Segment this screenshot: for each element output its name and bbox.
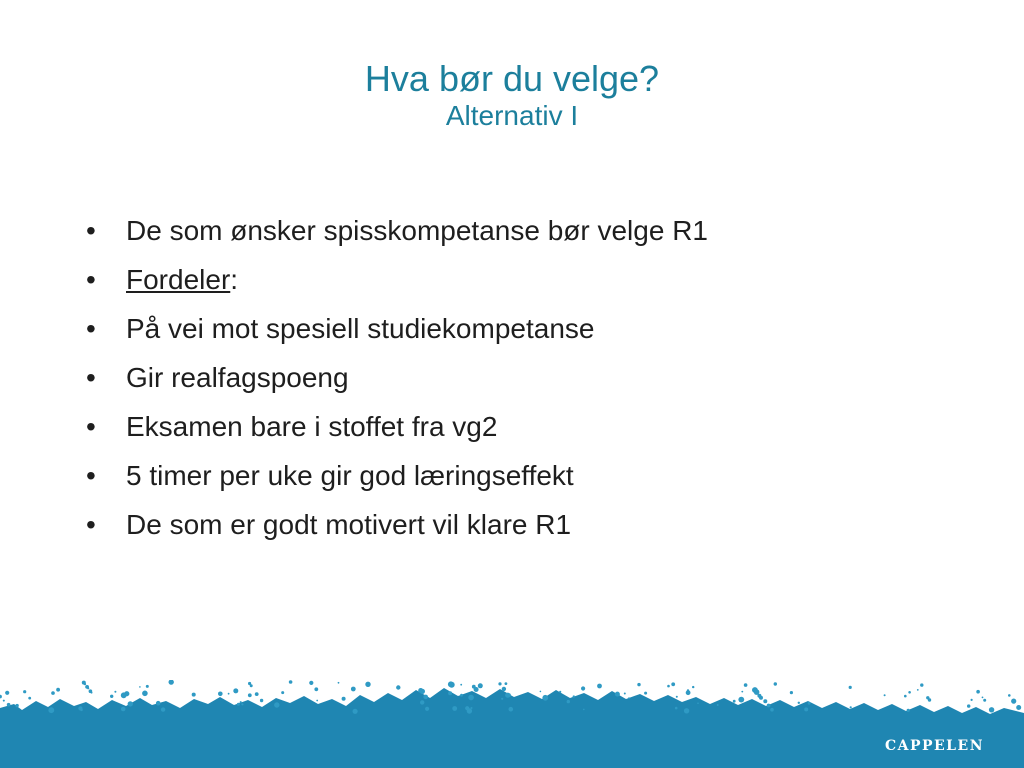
- splash-speck: [733, 700, 736, 703]
- splash-speck: [142, 691, 148, 697]
- list-item-text: Fordeler: [126, 264, 231, 295]
- splash-speck: [338, 682, 340, 684]
- splash-speck: [615, 692, 620, 697]
- splash-speck: [467, 708, 472, 713]
- splash-speck: [161, 707, 165, 711]
- list-item: [86, 208, 708, 257]
- bullet-icon: •: [86, 313, 96, 344]
- splash-speck: [353, 709, 358, 714]
- splash-speck: [365, 682, 370, 687]
- splash-speck: [804, 707, 808, 711]
- list-item-text: 5 timer per uke gir god læringseffekt: [126, 460, 574, 491]
- splash-speck: [798, 702, 800, 704]
- splash-speck: [474, 687, 479, 692]
- splash-speck: [509, 707, 514, 712]
- splash-speck: [425, 707, 429, 711]
- splash-speck: [1008, 694, 1011, 697]
- bullet-icon: •: [86, 264, 96, 295]
- splash-speck: [420, 700, 424, 704]
- splash-speck: [767, 704, 771, 708]
- splash-speck: [91, 692, 93, 694]
- splash-speck: [240, 701, 242, 703]
- splash-speck: [460, 694, 463, 697]
- splash-speck: [48, 707, 54, 713]
- splash-speck: [920, 683, 923, 686]
- splash-speck: [624, 693, 626, 695]
- list-item: [86, 404, 708, 453]
- splash-speck: [7, 703, 11, 707]
- splash-speck: [559, 691, 561, 693]
- splash-speck: [850, 706, 852, 708]
- list-item-text: Gir realfagspoeng: [126, 362, 349, 393]
- splash-speck: [637, 683, 640, 686]
- splash-speck: [146, 685, 149, 688]
- bullet-icon: •: [86, 215, 96, 246]
- list-item-text: De som er godt motivert vil klare R1: [126, 509, 572, 540]
- list-item: [86, 453, 708, 502]
- splash-speck: [697, 702, 699, 704]
- bullet-icon: •: [86, 362, 96, 393]
- splash-speck: [581, 686, 585, 690]
- splash-speck: [644, 692, 647, 695]
- splash-speck: [192, 693, 196, 697]
- splash-speck: [274, 702, 279, 707]
- bullet-icon: •: [86, 460, 96, 491]
- splash-speck: [396, 685, 400, 689]
- splash-speck: [56, 688, 60, 692]
- splash-speck: [309, 681, 313, 685]
- splash-speck: [15, 704, 18, 707]
- bullet-list: [86, 208, 708, 551]
- splash-speck: [110, 695, 113, 698]
- splash-speck: [982, 697, 984, 699]
- splash-band-graphic: [0, 680, 1024, 768]
- splash-speck: [597, 684, 602, 689]
- splash-speck: [502, 687, 506, 691]
- splash-speck: [314, 687, 318, 691]
- splash-speck: [233, 688, 238, 693]
- splash-speck: [498, 682, 501, 685]
- splash-speck: [759, 696, 763, 700]
- splash-speck: [468, 695, 474, 701]
- splash-band-shape: [0, 688, 1024, 768]
- list-item-text: Eksamen bare i stoffet fra vg2: [126, 411, 498, 442]
- splash-speck: [250, 684, 253, 687]
- splash-speck: [156, 701, 161, 706]
- splash-speck: [169, 680, 174, 685]
- splash-speck: [741, 691, 743, 693]
- splash-speck: [908, 691, 911, 694]
- splash-speck: [478, 683, 483, 688]
- splash-speck: [976, 690, 980, 694]
- splash-speck: [316, 700, 318, 702]
- splash-speck: [904, 695, 907, 698]
- splash-speck: [241, 703, 243, 705]
- cappelen-logo: CAPPELEN: [884, 738, 984, 754]
- splash-speck: [967, 704, 970, 707]
- splash-speck: [23, 690, 26, 693]
- slide-subtitle: Alternativ I: [445, 100, 579, 131]
- bullet-icon: •: [86, 411, 96, 442]
- splash-speck: [983, 699, 986, 702]
- splash-speck: [87, 687, 89, 689]
- splash-speck: [692, 686, 694, 688]
- splash-speck: [790, 691, 793, 694]
- splash-speck: [573, 695, 575, 697]
- splash-speck: [448, 691, 452, 695]
- splash-speck: [139, 686, 141, 688]
- bullet-icon: •: [86, 509, 96, 540]
- splash-speck: [423, 695, 428, 700]
- splash-speck: [507, 693, 511, 697]
- splash-speck: [237, 703, 240, 706]
- splash-speck: [452, 706, 457, 711]
- splash-speck: [255, 692, 259, 696]
- splash-speck: [763, 699, 767, 703]
- splash-speck: [671, 682, 675, 686]
- list-item: [86, 502, 708, 551]
- splash-speck: [770, 708, 774, 712]
- splash-speck: [3, 700, 5, 702]
- splash-speck: [667, 685, 670, 688]
- slide-title: Hva bør du velge?: [364, 58, 660, 99]
- splash-speck: [628, 697, 630, 699]
- splash-speck: [684, 708, 689, 713]
- splash-speck: [218, 692, 223, 697]
- splash-speck: [675, 707, 678, 710]
- splash-speck: [884, 694, 886, 696]
- splash-speck: [542, 695, 548, 701]
- splash-speck: [260, 699, 263, 702]
- splash-speck: [289, 680, 293, 684]
- splash-speck: [583, 709, 585, 711]
- splash-speck: [717, 704, 719, 706]
- splash-speck: [989, 707, 994, 712]
- splash-speck: [281, 691, 284, 694]
- splash-speck: [501, 698, 503, 700]
- list-item-suffix: :: [230, 264, 239, 295]
- splash-speck: [567, 700, 570, 703]
- splash-speck: [540, 691, 542, 693]
- splash-speck: [1016, 705, 1021, 710]
- splash-speck: [686, 690, 691, 695]
- splash-speck: [738, 697, 744, 703]
- splash-speck: [124, 691, 129, 696]
- splash-speck: [128, 701, 133, 706]
- splash-speck: [351, 687, 356, 692]
- splash-speck: [248, 693, 252, 697]
- splash-speck: [808, 702, 811, 705]
- splash-speck: [971, 699, 973, 701]
- splash-speck: [121, 707, 126, 712]
- splash-speck: [0, 695, 2, 699]
- splash-speck: [849, 686, 852, 689]
- splash-speck: [505, 682, 508, 685]
- splash-speck: [1013, 701, 1015, 703]
- footer-band: [0, 680, 1024, 768]
- splash-speck: [51, 691, 55, 695]
- splash-speck: [228, 693, 230, 695]
- splash-speck: [928, 698, 931, 701]
- splash-speck: [28, 697, 31, 700]
- list-item-text: På vei mot spesiell studiekompetanse: [126, 313, 595, 344]
- splash-speck: [84, 683, 86, 685]
- splash-speck: [80, 709, 83, 712]
- splash-speck: [5, 691, 9, 695]
- splash-speck: [744, 683, 748, 687]
- title-block: [0, 58, 1024, 132]
- splash-speck: [342, 697, 346, 701]
- splash-speck: [917, 689, 919, 691]
- splash-speck: [460, 684, 462, 686]
- splash-speck: [907, 709, 910, 712]
- splash-speck: [676, 696, 678, 698]
- list-item: [86, 306, 708, 355]
- splash-speck: [471, 707, 473, 709]
- list-item: [86, 355, 708, 404]
- list-item: [86, 257, 708, 306]
- splash-speck: [114, 691, 116, 693]
- splash-speck: [774, 682, 777, 685]
- splash-speck: [448, 681, 454, 687]
- splash-speck: [420, 689, 425, 694]
- list-item-text: De som ønsker spisskompetanse bør velge R1: [126, 215, 708, 246]
